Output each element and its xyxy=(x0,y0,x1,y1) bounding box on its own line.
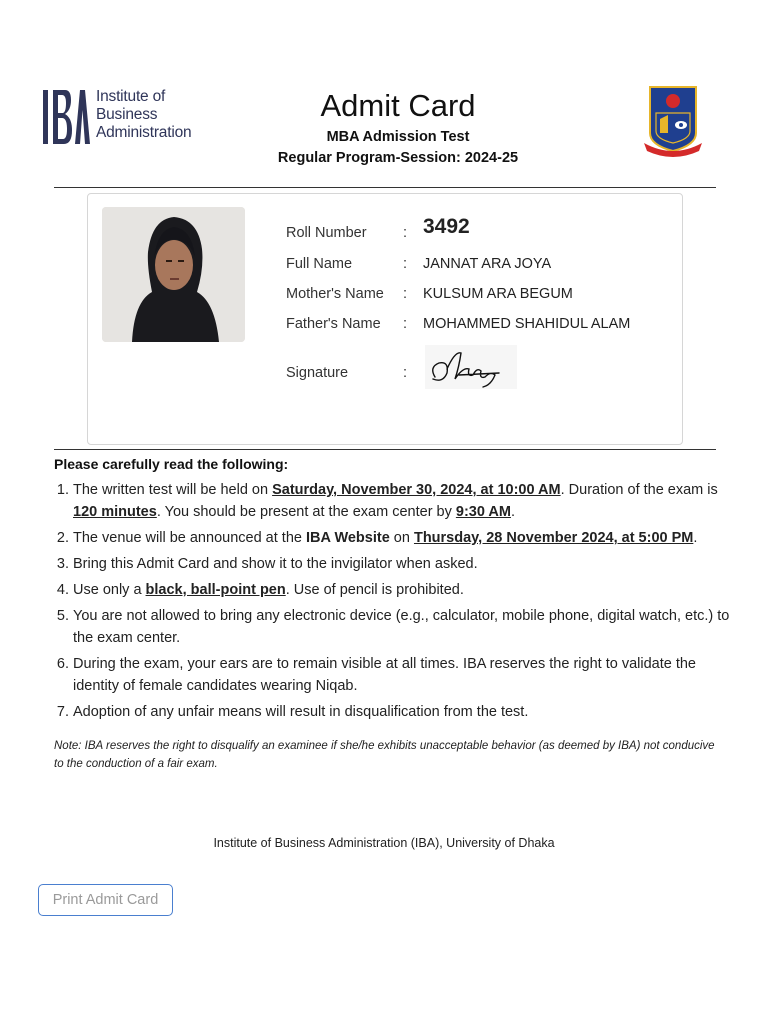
roll-number-label: Roll Number xyxy=(286,225,367,241)
instruction-text: . xyxy=(510,504,515,520)
fathers-name-label: Father's Name xyxy=(286,316,381,332)
iba-monogram-icon xyxy=(42,88,90,146)
instruction-text: on xyxy=(389,530,414,546)
instruction-text: black, ball-point pen xyxy=(145,582,286,598)
instructions-heading: Please carefully read the following: xyxy=(54,456,289,472)
instruction-item xyxy=(73,527,737,549)
page-title: Admit Card xyxy=(320,88,476,123)
disqualification-note: Note: IBA reserves the right to disqualify an examinee if she/he exhibits unacceptable behavior (as deemed by IBA) not conducive to the conduction of a fair exam. xyxy=(54,740,715,770)
instruction-text: Adoption of any unfair means will result in disqualification from the test. xyxy=(73,704,529,720)
instruction-text: . Duration of the exam is xyxy=(560,482,718,498)
roll-number-colon: : xyxy=(403,225,408,241)
print-admit-card-button[interactable]: Print Admit Card xyxy=(38,884,173,916)
instruction-item xyxy=(73,579,737,601)
instruction-item xyxy=(73,553,737,575)
instruction-text: The written test will be held on xyxy=(73,482,273,498)
logo-line-2: Business xyxy=(96,106,158,123)
instruction-text: IBA Website xyxy=(305,530,390,546)
instruction-item xyxy=(73,479,737,523)
roll-number-value: 3492 xyxy=(423,215,470,238)
instruction-text: Thursday, 28 November 2024, at 5:00 PM xyxy=(413,530,694,546)
candidate-photo xyxy=(102,207,245,342)
signature-image xyxy=(425,345,517,389)
iba-logo xyxy=(42,88,202,148)
instruction-text: Use only a xyxy=(73,582,146,598)
instruction-text: . Use of pencil is prohibited. xyxy=(285,582,464,598)
instruction-text: You are not allowed to bring any electronic device (e.g., calculator, mobile phone, digital watch, etc.) to the exam center. xyxy=(73,608,730,646)
logo-line-1: Institute of xyxy=(96,88,166,105)
signature-colon: : xyxy=(403,365,408,381)
instruction-item xyxy=(73,605,737,649)
instruction-text: Saturday, November 30, 2024, at 10:00 AM xyxy=(272,482,561,498)
instruction-item xyxy=(73,653,737,697)
instruction-text: Bring this Admit Card and show it to the invigilator when asked. xyxy=(73,556,478,572)
exam-subtitle: MBA Admission Test xyxy=(326,129,470,145)
fathers-name-value: MOHAMMED SHAHIDUL ALAM xyxy=(423,316,631,332)
footer-text: Institute of Business Administration (IBA), University of Dhaka xyxy=(213,836,555,850)
card-divider xyxy=(54,449,716,450)
instruction-text: . You should be present at the exam center by xyxy=(156,504,456,520)
instruction-text: The venue will be announced at the xyxy=(73,530,306,546)
fathers-name-colon: : xyxy=(403,316,408,332)
instructions-list xyxy=(54,479,737,727)
session-subtitle: Regular Program-Session: 2024-25 xyxy=(277,150,519,166)
dhaka-university-crest-icon xyxy=(642,85,704,159)
logo-line-3: Administration xyxy=(96,124,192,141)
mothers-name-value: KULSUM ARA BEGUM xyxy=(423,286,573,302)
instruction-text: During the exam, your ears are to remain visible at all times. IBA reserves the right to validate the identity of female candidates wearing Niqab. xyxy=(73,656,696,694)
instruction-text: . xyxy=(693,530,698,546)
instruction-text: 120 minutes xyxy=(73,504,157,520)
mothers-name-label: Mother's Name xyxy=(286,286,384,302)
mothers-name-colon: : xyxy=(403,286,408,302)
full-name-label: Full Name xyxy=(286,256,353,272)
full-name-value: JANNAT ARA JOYA xyxy=(423,256,552,272)
instruction-text: 9:30 AM xyxy=(455,504,511,520)
full-name-colon: : xyxy=(403,256,408,272)
instruction-item xyxy=(73,701,737,723)
signature-label: Signature xyxy=(286,365,349,381)
title-block xyxy=(200,86,596,169)
header-divider xyxy=(54,187,716,188)
